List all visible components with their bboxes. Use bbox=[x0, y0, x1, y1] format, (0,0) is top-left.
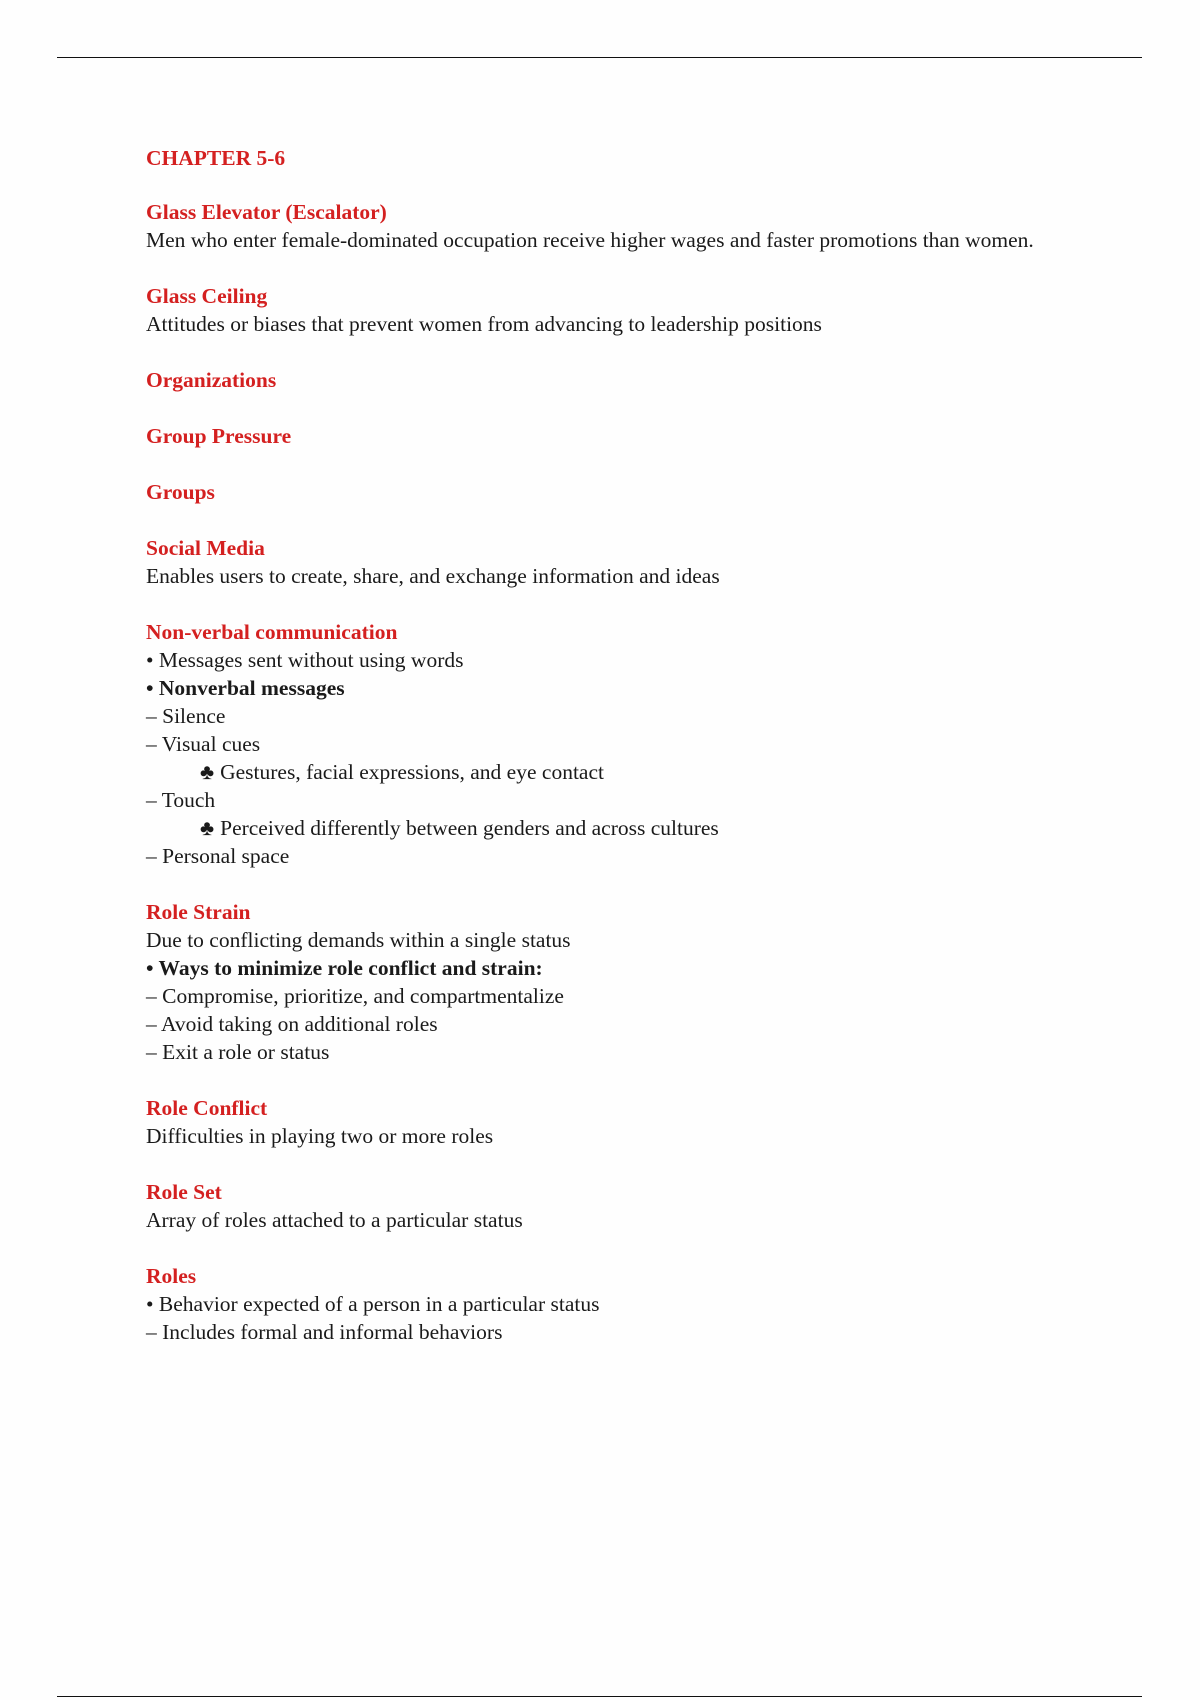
section-roles bbox=[146, 1262, 1096, 1346]
section-heading: Groups bbox=[146, 480, 215, 504]
section-nonverbal bbox=[146, 618, 1096, 870]
section-heading: Role Conflict bbox=[146, 1096, 268, 1120]
dash-line: – Exit a role or status bbox=[146, 1040, 330, 1064]
bullet-line: • Behavior expected of a person in a particular status bbox=[146, 1292, 600, 1316]
sub-bullet-line bbox=[146, 758, 1096, 786]
dash-line: – Includes formal and informal behaviors bbox=[146, 1320, 503, 1344]
section-social-media bbox=[146, 534, 1096, 590]
section-role-strain bbox=[146, 898, 1096, 1066]
dash-line: – Silence bbox=[146, 704, 226, 728]
section-heading: Glass Elevator (Escalator) bbox=[146, 200, 387, 224]
notes-body bbox=[146, 144, 1096, 1374]
chapter-title: CHAPTER 5-6 bbox=[146, 146, 286, 170]
top-rule bbox=[57, 57, 1142, 58]
bullet-line: • Ways to minimize role conflict and strain: bbox=[146, 956, 543, 980]
sub-bullet-line bbox=[146, 814, 1096, 842]
section-glass-elevator bbox=[146, 198, 1096, 254]
dash-line: – Compromise, prioritize, and compartmentalize bbox=[146, 984, 564, 1008]
definition-text: Attitudes or biases that prevent women from advancing to leadership positions bbox=[146, 312, 822, 336]
definition-text: Due to conflicting demands within a single status bbox=[146, 928, 571, 952]
definition-text: Difficulties in playing two or more roles bbox=[146, 1124, 494, 1148]
club-icon: ♣ bbox=[200, 760, 215, 784]
section-groups bbox=[146, 478, 1096, 506]
dash-line: – Visual cues bbox=[146, 732, 261, 756]
section-heading: Group Pressure bbox=[146, 424, 292, 448]
definition-text: Array of roles attached to a particular status bbox=[146, 1208, 523, 1232]
section-group-pressure bbox=[146, 422, 1096, 450]
section-heading: Role Strain bbox=[146, 900, 251, 924]
dash-line: – Personal space bbox=[146, 844, 290, 868]
section-heading: Non-verbal communication bbox=[146, 620, 398, 644]
dash-line: – Avoid taking on additional roles bbox=[146, 1012, 438, 1036]
section-role-conflict bbox=[146, 1094, 1096, 1150]
definition-text: Enables users to create, share, and exchange information and ideas bbox=[146, 564, 720, 588]
section-heading: Glass Ceiling bbox=[146, 284, 268, 308]
sub-bullet-text: Perceived differently between genders and across cultures bbox=[220, 816, 719, 840]
bullet-line: • Messages sent without using words bbox=[146, 648, 464, 672]
bottom-rule bbox=[57, 1696, 1142, 1697]
section-role-set bbox=[146, 1178, 1096, 1234]
section-heading: Role Set bbox=[146, 1180, 222, 1204]
club-icon: ♣ bbox=[200, 816, 215, 840]
section-glass-ceiling bbox=[146, 282, 1096, 338]
definition-text: Men who enter female-dominated occupation receive higher wages and faster promotions than women. bbox=[146, 228, 1034, 252]
sub-bullet-text: Gestures, facial expressions, and eye contact bbox=[220, 760, 604, 784]
bullet-line: • Nonverbal messages bbox=[146, 676, 345, 700]
dash-line: – Touch bbox=[146, 788, 216, 812]
section-organizations bbox=[146, 366, 1096, 394]
section-heading: Organizations bbox=[146, 368, 277, 392]
section-heading: Roles bbox=[146, 1264, 197, 1288]
section-heading: Social Media bbox=[146, 536, 265, 560]
